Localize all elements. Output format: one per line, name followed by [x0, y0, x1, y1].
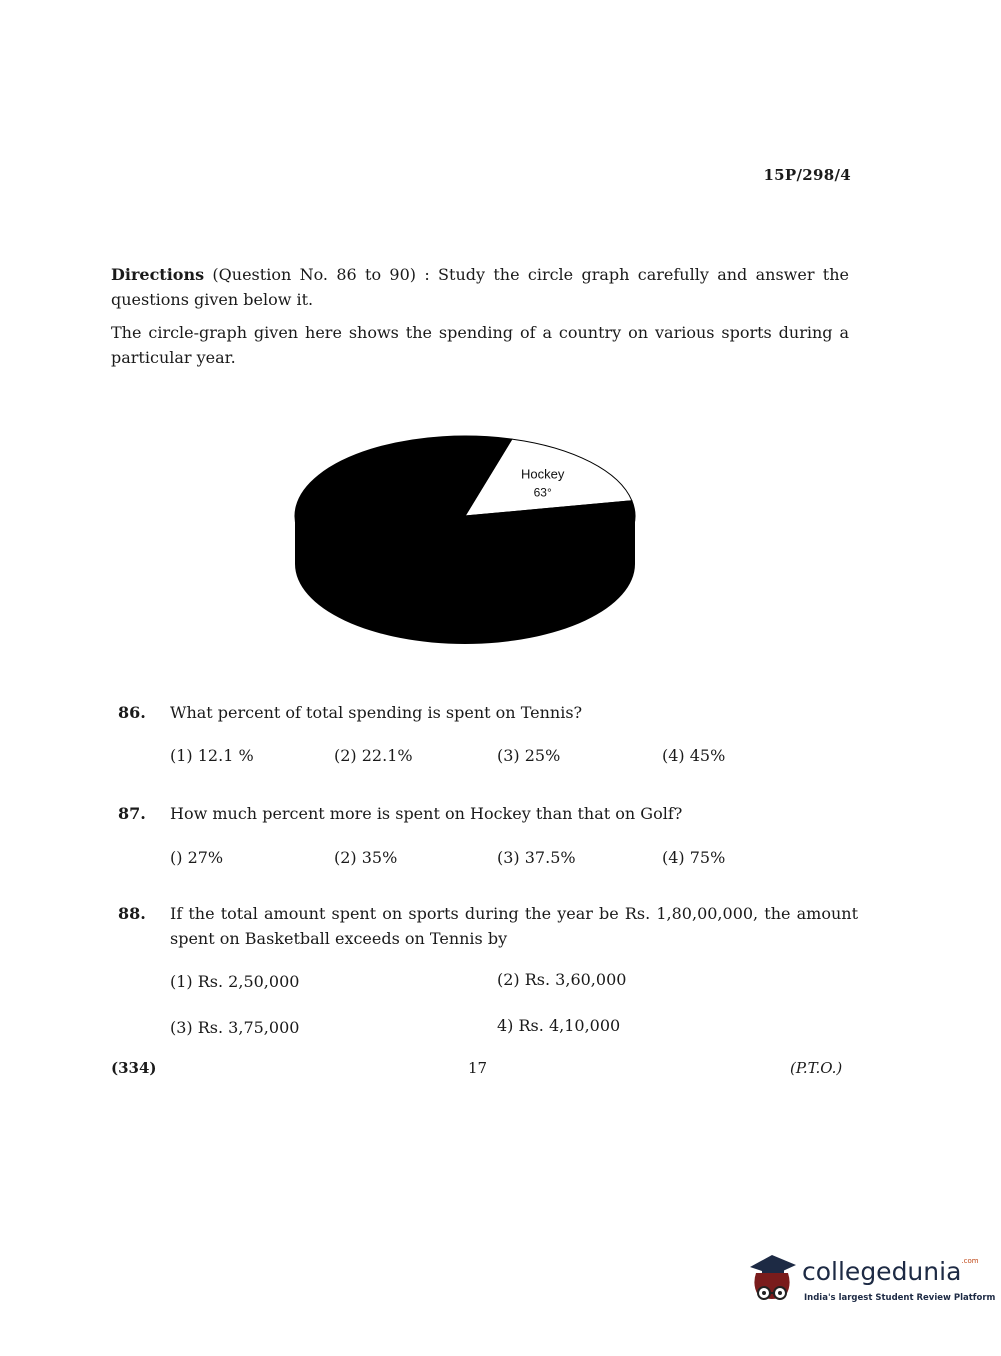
- question-text: How much percent more is spent on Hockey than that on Golf?: [170, 804, 683, 823]
- question-text: What percent of total spending is spent on Tennis?: [170, 703, 583, 722]
- question-number: 86.: [118, 703, 146, 722]
- option: () 27%: [170, 848, 224, 867]
- option: (4) 45%: [662, 746, 726, 765]
- question-text: If the total amount spent on sports during the year be Rs. 1,80,00,000, the amount spent on Basketball exceeds on Tennis by: [170, 904, 858, 948]
- pie-slice-label-hockey: Hockey: [521, 466, 565, 482]
- question-number: 87.: [118, 804, 146, 823]
- chart-intro: The circle-graph given here shows the spending of a country on various sports during a particular year.: [111, 323, 849, 367]
- paper-code: 15P/298/4: [763, 166, 851, 184]
- logo-tagline: India's largest Student Review Platform: [804, 1293, 996, 1303]
- option: (4) 75%: [662, 848, 726, 867]
- mascot-icon: [742, 1251, 802, 1307]
- option: (3) Rs. 3,75,000: [170, 1018, 300, 1037]
- collegedunia-logo: [742, 1249, 996, 1309]
- option: (1) 12.1 %: [170, 746, 254, 765]
- pie-slice-value-hockey: 63°: [533, 485, 552, 500]
- page-number: 17: [468, 1059, 488, 1077]
- option: (3) 25%: [497, 746, 561, 765]
- directions-paragraph: [111, 262, 849, 312]
- option: (2) 35%: [334, 848, 398, 867]
- footer-code: (334): [111, 1059, 157, 1077]
- option: (2) 22.1%: [334, 746, 413, 765]
- option: (3) 37.5%: [497, 848, 576, 867]
- option: (1) Rs. 2,50,000: [170, 972, 300, 991]
- pto-marker: (P.T.O.): [790, 1059, 843, 1077]
- logo-name: collegedunia: [802, 1257, 962, 1286]
- question-number: 88.: [118, 904, 146, 923]
- logo-suffix: .com: [961, 1257, 979, 1265]
- option: (2) Rs. 3,60,000: [497, 970, 627, 989]
- directions-text: Study the circle graph carefully and answer the questions given below it.: [111, 265, 849, 309]
- option: 4) Rs. 4,10,000: [497, 1016, 621, 1035]
- directions-range: (Question No. 86 to 90) :: [212, 265, 430, 284]
- spending-pie-chart: [285, 418, 645, 648]
- directions-label: Directions: [111, 265, 205, 284]
